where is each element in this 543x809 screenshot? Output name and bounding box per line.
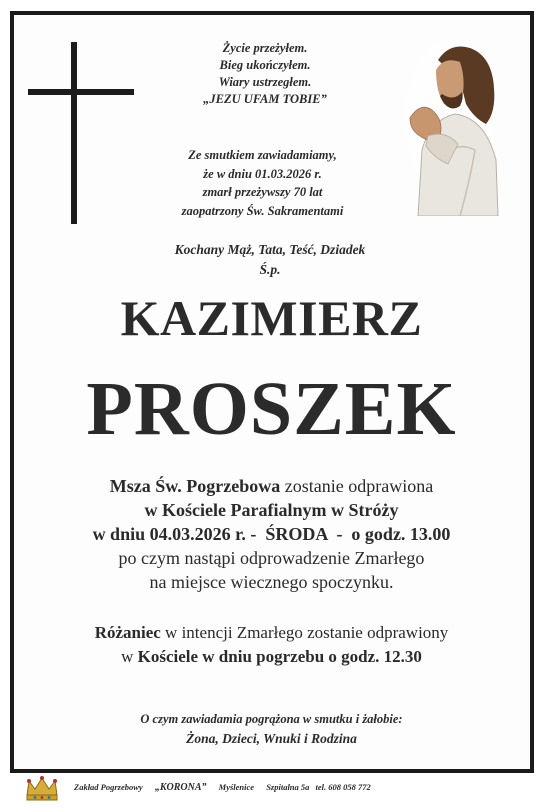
mourners-intro: O czym zawiadamia pogrążona w smutku i żałobie: [140, 712, 403, 726]
relation-prefix: Ś.p. [259, 262, 281, 277]
company-address: Szpitalna 5a [266, 782, 310, 792]
funeral-home-footer [0, 770, 543, 806]
rosary-line-2 [40, 645, 503, 669]
mass-church: w Kościele Parafialnym w Stróży [144, 500, 399, 520]
mass-title: Msza Św. Pogrzebowa [109, 476, 281, 496]
mass-line-5: na miejsce wiecznego spoczynku. [149, 572, 394, 592]
deceased-first-name: KAZIMIERZ [120, 290, 423, 346]
funeral-mass-info [40, 474, 503, 594]
poem-line: „JEZU UFAM TOBIE” [203, 92, 327, 106]
intro-line: że w dniu 01.03.2026 r. [203, 166, 322, 181]
rosary-text: w intencji Zmarłego zostanie odprawiony [160, 623, 449, 642]
poem-verse [150, 40, 380, 108]
family-relation [70, 240, 470, 280]
mourners-family: Żona, Dzieci, Wnuki i Rodzina [186, 731, 357, 746]
poem-line: Wiary ustrzegłem. [218, 75, 312, 89]
deceased-last-name: PROSZEK [86, 367, 457, 451]
rosary-title: Różaniec [94, 623, 161, 642]
company-brand: „KORONA” [154, 782, 207, 793]
funeral-home-details [74, 782, 381, 793]
company-phone: tel. 608 058 772 [315, 782, 371, 792]
rosary-prefix: w [121, 647, 138, 666]
mass-text: zostanie odprawiona [280, 476, 434, 496]
intro-line: zaopatrzony Św. Sakramentami [181, 203, 344, 218]
death-announcement [110, 146, 415, 220]
mourners-info [40, 710, 503, 748]
poem-line: Bieg ukończyłem. [219, 58, 311, 72]
mass-line-4: po czym nastąpi odprowadzenie Zmarłego [118, 548, 425, 568]
praying-jesus-image [400, 40, 500, 216]
intro-line: Ze smutkiem zawiadamiamy, [188, 148, 337, 162]
relation-line: Kochany Mąż, Tata, Teść, Dziadek [174, 242, 366, 257]
crown-icon [24, 775, 60, 803]
rosary-line-1 [40, 621, 503, 645]
rosary-place-time: Kościele w dniu pogrzebu o godz. 12.30 [137, 647, 422, 666]
mass-line-1 [40, 474, 503, 498]
poem-line: Życie przeżyłem. [222, 41, 308, 55]
company-city: Myślenice [218, 782, 255, 792]
company-name: Zakład Pogrzebowy [74, 782, 143, 792]
mass-datetime: w dniu 04.03.2026 r. - ŚRODA - o godz. 13.00 [92, 524, 451, 544]
rosary-info [40, 621, 503, 669]
intro-line: zmarł przeżywszy 70 lat [202, 185, 323, 199]
